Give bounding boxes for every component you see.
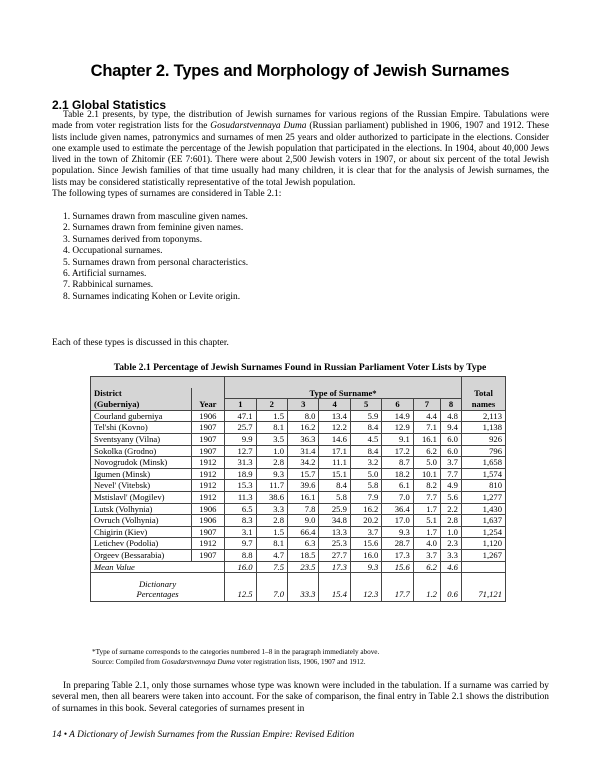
table-row bbox=[91, 433, 506, 445]
value-cell: 3.3 bbox=[440, 549, 461, 561]
type-column-header: 2 bbox=[256, 399, 287, 411]
value-cell: 4.8 bbox=[440, 410, 461, 422]
value-cell: 5.8 bbox=[319, 491, 350, 503]
value-cell: 12.9 bbox=[382, 422, 413, 434]
year-cell: 1912 bbox=[191, 457, 225, 469]
table-row bbox=[91, 468, 506, 480]
value-cell: 4.0 bbox=[413, 538, 440, 550]
value-cell: 6.2 bbox=[413, 445, 440, 457]
table-caption: Table 2.1 Percentage of Jewish Surnames Found in Russian Parliament Voter Lists by Type bbox=[113, 362, 487, 373]
total-cell: 810 bbox=[461, 480, 505, 492]
value-cell: 16.2 bbox=[350, 503, 381, 515]
surname-type-item: 1. Surnames drawn from masculine given names. bbox=[63, 212, 248, 222]
value-cell: 8.3 bbox=[225, 515, 256, 527]
section-heading: 2.1 Global Statistics bbox=[52, 98, 167, 112]
value-cell: 16.1 bbox=[288, 491, 319, 503]
value-cell: 66.4 bbox=[288, 526, 319, 538]
mean-total-blank bbox=[461, 561, 505, 573]
type-column-header: 5 bbox=[350, 399, 381, 411]
value-cell: 25.9 bbox=[319, 503, 350, 515]
value-cell: 8.1 bbox=[256, 538, 287, 550]
table-row bbox=[91, 515, 506, 527]
value-cell: 5.8 bbox=[350, 480, 381, 492]
year-cell: 1912 bbox=[191, 491, 225, 503]
mean-value-cell: 15.6 bbox=[382, 561, 413, 573]
table-footnote: *Type of surname corresponds to the categories numbered 1–8 in the paragraph immediately above. bbox=[92, 648, 380, 656]
total-cell: 2,113 bbox=[461, 410, 505, 422]
table-row bbox=[91, 538, 506, 550]
dictionary-label bbox=[91, 573, 225, 602]
district-cell: Tel'shi (Kovno) bbox=[91, 422, 192, 434]
value-cell: 2.8 bbox=[256, 515, 287, 527]
value-cell: 2.8 bbox=[256, 457, 287, 469]
value-cell: 11.1 bbox=[319, 457, 350, 469]
district-cell: Courland guberniya bbox=[91, 410, 192, 422]
year-header-blank bbox=[191, 388, 225, 399]
header-row-spacer bbox=[91, 377, 506, 388]
year-cell: 1907 bbox=[191, 445, 225, 457]
table-row bbox=[91, 445, 506, 457]
year-cell: 1906 bbox=[191, 503, 225, 515]
value-cell: 9.7 bbox=[225, 538, 256, 550]
district-header: District bbox=[91, 388, 192, 399]
district-header-sub: (Guberniya) bbox=[91, 399, 192, 411]
value-cell: 8.0 bbox=[288, 410, 319, 422]
value-cell: 18.9 bbox=[225, 468, 256, 480]
mean-value-cell: 7.5 bbox=[256, 561, 287, 573]
total-cell: 1,430 bbox=[461, 503, 505, 515]
value-cell: 9.0 bbox=[288, 515, 319, 527]
table-row bbox=[91, 480, 506, 492]
district-cell: Orgeev (Bessarabia) bbox=[91, 549, 192, 561]
source-italic: Gosudarstvennaya Duma bbox=[161, 658, 235, 666]
value-cell: 4.5 bbox=[350, 433, 381, 445]
value-cell: 1.5 bbox=[256, 410, 287, 422]
value-cell: 3.5 bbox=[256, 433, 287, 445]
type-column-header: 4 bbox=[319, 399, 350, 411]
year-cell: 1912 bbox=[191, 468, 225, 480]
mean-value-cell: 16.0 bbox=[225, 561, 256, 573]
page-footer: 14 • A Dictionary of Jewish Surnames from the Russian Empire: Revised Edition bbox=[52, 730, 355, 740]
header-row-type bbox=[91, 388, 506, 399]
value-cell: 7.7 bbox=[440, 468, 461, 480]
year-cell: 1907 bbox=[191, 422, 225, 434]
value-cell: 16.0 bbox=[350, 549, 381, 561]
value-cell: 4.7 bbox=[256, 549, 287, 561]
value-cell: 8.7 bbox=[382, 457, 413, 469]
table-source bbox=[92, 658, 366, 666]
closing-paragraph: In preparing Table 2.1, only those surnames whose type was known were included in the tabulation. If a surname was carried by several men, then all bearers were taken into account. For the sake of comparison, the final entry in Table 2.1 shows the distribution of surnames in this book. Several categories of surnames present in bbox=[52, 681, 549, 714]
table-body bbox=[91, 410, 506, 601]
value-cell: 2.8 bbox=[440, 515, 461, 527]
dictionary-value-cell: 1.2 bbox=[413, 573, 440, 602]
type-column-header: 1 bbox=[225, 399, 256, 411]
surname-table bbox=[90, 376, 506, 602]
value-cell: 7.9 bbox=[350, 491, 381, 503]
value-cell: 31.4 bbox=[288, 445, 319, 457]
value-cell: 5.9 bbox=[350, 410, 381, 422]
dictionary-total-cell: 71,121 bbox=[461, 573, 505, 602]
table-row bbox=[91, 457, 506, 469]
value-cell: 12.7 bbox=[225, 445, 256, 457]
year-cell: 1906 bbox=[191, 410, 225, 422]
header-blank-total bbox=[461, 377, 505, 388]
value-cell: 17.0 bbox=[382, 515, 413, 527]
value-cell: 8.4 bbox=[319, 480, 350, 492]
value-cell: 2.2 bbox=[440, 503, 461, 515]
surname-type-item: 4. Occupational surnames. bbox=[63, 246, 163, 257]
value-cell: 14.6 bbox=[319, 433, 350, 445]
value-cell: 5.0 bbox=[413, 457, 440, 469]
value-cell: 6.0 bbox=[440, 445, 461, 457]
value-cell: 8.4 bbox=[350, 422, 381, 434]
table-row bbox=[91, 491, 506, 503]
value-cell: 15.6 bbox=[350, 538, 381, 550]
value-cell: 5.0 bbox=[350, 468, 381, 480]
dictionary-value-cell: 7.0 bbox=[256, 573, 287, 602]
total-cell: 926 bbox=[461, 433, 505, 445]
dictionary-value-cell: 17.7 bbox=[382, 573, 413, 602]
mean-value-cell: 23.5 bbox=[288, 561, 319, 573]
dictionary-value-cell: 12.5 bbox=[225, 573, 256, 602]
value-cell: 1.0 bbox=[440, 526, 461, 538]
dictionary-value-cell: 0.6 bbox=[440, 573, 461, 602]
value-cell: 15.7 bbox=[288, 468, 319, 480]
after-list-text: Each of these types is discussed in this chapter. bbox=[52, 338, 229, 348]
year-cell: 1912 bbox=[191, 480, 225, 492]
district-cell: Chigirin (Kiev) bbox=[91, 526, 192, 538]
district-cell: Letichev (Podolia) bbox=[91, 538, 192, 550]
value-cell: 14.9 bbox=[382, 410, 413, 422]
value-cell: 5.6 bbox=[440, 491, 461, 503]
value-cell: 4.4 bbox=[413, 410, 440, 422]
value-cell: 34.2 bbox=[288, 457, 319, 469]
mean-value-cell: 17.3 bbox=[319, 561, 350, 573]
surname-types-list bbox=[63, 212, 248, 303]
value-cell: 47.1 bbox=[225, 410, 256, 422]
value-cell: 8.2 bbox=[413, 480, 440, 492]
surname-type-item: 2. Surnames drawn from feminine given names. bbox=[63, 223, 244, 234]
value-cell: 10.1 bbox=[413, 468, 440, 480]
surname-type-item: 6. Artificial surnames. bbox=[63, 269, 147, 280]
value-cell: 1.7 bbox=[413, 503, 440, 515]
value-cell: 7.8 bbox=[288, 503, 319, 515]
total-cell: 1,267 bbox=[461, 549, 505, 561]
header-row-columns bbox=[91, 399, 506, 411]
value-cell: 18.5 bbox=[288, 549, 319, 561]
intro-text-end: (Russian parliament) published in 1906, 1907 and 1912. These lists include given names, patronymics and surnames of men 25 years and older authorized to participate in the elections. Consider one example used to estimate the percentage of the Jewish population that participated in the elections. In 1904, about 40,000 Jews lived in the town of Zhitomir (EE 7:601). There were about 2,500 Jewish voters in 1907, or about six percent of the total Jewish population. Since Jewish families of that time usually had many children, it is clear that for the analysis of Jewish surnames, the lists may be considered statistically representative of the total Jewish population. bbox=[52, 121, 549, 188]
year-cell: 1906 bbox=[191, 515, 225, 527]
type-header: Type of Surname* bbox=[225, 388, 462, 399]
value-cell: 27.7 bbox=[319, 549, 350, 561]
value-cell: 7.7 bbox=[413, 491, 440, 503]
chapter-title: Chapter 2. Types and Morphology of Jewish Surnames bbox=[90, 62, 510, 80]
value-cell: 1.0 bbox=[256, 445, 287, 457]
type-column-header: 8 bbox=[440, 399, 461, 411]
value-cell: 2.3 bbox=[440, 538, 461, 550]
total-cell: 1,574 bbox=[461, 468, 505, 480]
value-cell: 16.1 bbox=[413, 433, 440, 445]
value-cell: 6.3 bbox=[288, 538, 319, 550]
surname-type-item: 5. Surnames drawn from personal characteristics. bbox=[63, 257, 249, 268]
mean-value-cell: 6.2 bbox=[413, 561, 440, 573]
table-row bbox=[91, 503, 506, 515]
total-cell: 796 bbox=[461, 445, 505, 457]
value-cell: 3.7 bbox=[440, 457, 461, 469]
value-cell: 15.1 bbox=[319, 468, 350, 480]
value-cell: 9.9 bbox=[225, 433, 256, 445]
value-cell: 20.2 bbox=[350, 515, 381, 527]
year-cell: 1907 bbox=[191, 526, 225, 538]
value-cell: 16.2 bbox=[288, 422, 319, 434]
total-cell: 1,120 bbox=[461, 538, 505, 550]
value-cell: 9.3 bbox=[382, 526, 413, 538]
value-cell: 4.9 bbox=[440, 480, 461, 492]
district-cell: Lutsk (Volhynia) bbox=[91, 503, 192, 515]
value-cell: 34.8 bbox=[319, 515, 350, 527]
value-cell: 18.2 bbox=[382, 468, 413, 480]
value-cell: 11.3 bbox=[225, 491, 256, 503]
value-cell: 39.6 bbox=[288, 480, 319, 492]
header-blank bbox=[91, 377, 225, 388]
header-blank-types bbox=[225, 377, 462, 388]
value-cell: 36.3 bbox=[288, 433, 319, 445]
dictionary-label-line-1: Dictionary bbox=[138, 579, 177, 590]
source-end: voter registration lists, 1906, 1907 and 1912. bbox=[234, 658, 366, 666]
value-cell: 31.3 bbox=[225, 457, 256, 469]
value-cell: 17.2 bbox=[382, 445, 413, 457]
mean-row bbox=[91, 561, 506, 573]
value-cell: 17.3 bbox=[382, 549, 413, 561]
surname-type-item: 8. Surnames indicating Kohen or Levite origin. bbox=[63, 291, 241, 302]
value-cell: 15.3 bbox=[225, 480, 256, 492]
district-cell: Sokolka (Grodno) bbox=[91, 445, 192, 457]
value-cell: 12.2 bbox=[319, 422, 350, 434]
dictionary-value-cell: 33.3 bbox=[288, 573, 319, 602]
value-cell: 25.3 bbox=[319, 538, 350, 550]
value-cell: 7.0 bbox=[382, 491, 413, 503]
dictionary-row bbox=[91, 573, 506, 602]
value-cell: 1.7 bbox=[413, 526, 440, 538]
value-cell: 9.4 bbox=[440, 422, 461, 434]
value-cell: 5.1 bbox=[413, 515, 440, 527]
value-cell: 3.7 bbox=[413, 549, 440, 561]
year-cell: 1907 bbox=[191, 549, 225, 561]
year-cell: 1912 bbox=[191, 538, 225, 550]
year-header: Year bbox=[191, 399, 225, 411]
value-cell: 28.7 bbox=[382, 538, 413, 550]
table-row bbox=[91, 410, 506, 422]
value-cell: 13.3 bbox=[319, 526, 350, 538]
year-cell: 1907 bbox=[191, 433, 225, 445]
value-cell: 8.4 bbox=[350, 445, 381, 457]
value-cell: 1.5 bbox=[256, 526, 287, 538]
total-header-sub: names bbox=[461, 399, 505, 411]
district-cell: Novogrudok (Minsk) bbox=[91, 457, 192, 469]
list-intro: The following types of surnames are considered in Table 2.1: bbox=[52, 189, 282, 200]
value-cell: 13.4 bbox=[319, 410, 350, 422]
total-cell: 1,138 bbox=[461, 422, 505, 434]
value-cell: 9.1 bbox=[382, 433, 413, 445]
total-cell: 1,254 bbox=[461, 526, 505, 538]
value-cell: 38.6 bbox=[256, 491, 287, 503]
total-cell: 1,277 bbox=[461, 491, 505, 503]
value-cell: 3.1 bbox=[225, 526, 256, 538]
value-cell: 3.3 bbox=[256, 503, 287, 515]
mean-label: Mean Value bbox=[91, 561, 225, 573]
value-cell: 9.3 bbox=[256, 468, 287, 480]
district-cell: Sventsyany (Vilna) bbox=[91, 433, 192, 445]
surname-type-item: 3. Surnames derived from toponyms. bbox=[63, 234, 203, 245]
source-start: Source: Compiled from bbox=[92, 658, 162, 666]
dictionary-value-cell: 12.3 bbox=[350, 573, 381, 602]
intro-paragraph bbox=[52, 110, 549, 200]
value-cell: 8.1 bbox=[256, 422, 287, 434]
total-cell: 1,637 bbox=[461, 515, 505, 527]
intro-text-start: Table 2.1 presents, by type, the distribution of Jewish surnames for various regions of the Russian Empire. Tabulations were made from voter registration lists for the bbox=[52, 110, 549, 132]
table-row bbox=[91, 526, 506, 538]
total-header: Total bbox=[461, 388, 505, 399]
value-cell: 36.4 bbox=[382, 503, 413, 515]
value-cell: 3.7 bbox=[350, 526, 381, 538]
surname-type-item: 7. Rabbinical surnames. bbox=[63, 280, 154, 291]
mean-value-cell: 4.6 bbox=[440, 561, 461, 573]
type-column-header: 7 bbox=[413, 399, 440, 411]
table-row bbox=[91, 422, 506, 434]
value-cell: 3.2 bbox=[350, 457, 381, 469]
dictionary-value-cell: 15.4 bbox=[319, 573, 350, 602]
value-cell: 6.1 bbox=[382, 480, 413, 492]
dictionary-label-line-2: Percentages bbox=[136, 588, 179, 599]
type-column-header: 6 bbox=[382, 399, 413, 411]
mean-value-cell: 9.3 bbox=[350, 561, 381, 573]
value-cell: 11.7 bbox=[256, 480, 287, 492]
value-cell: 7.1 bbox=[413, 422, 440, 434]
table-row bbox=[91, 549, 506, 561]
value-cell: 8.8 bbox=[225, 549, 256, 561]
district-cell: Igumen (Minsk) bbox=[91, 468, 192, 480]
value-cell: 25.7 bbox=[225, 422, 256, 434]
intro-text-italic: Gosudarstvennaya Duma bbox=[210, 121, 307, 132]
value-cell: 6.5 bbox=[225, 503, 256, 515]
district-cell: Nevel' (Vitebsk) bbox=[91, 480, 192, 492]
value-cell: 17.1 bbox=[319, 445, 350, 457]
value-cell: 6.0 bbox=[440, 433, 461, 445]
total-cell: 1,658 bbox=[461, 457, 505, 469]
district-cell: Ovruch (Volhynia) bbox=[91, 515, 192, 527]
district-cell: Mstislavl' (Mogilev) bbox=[91, 491, 192, 503]
type-column-header: 3 bbox=[288, 399, 319, 411]
